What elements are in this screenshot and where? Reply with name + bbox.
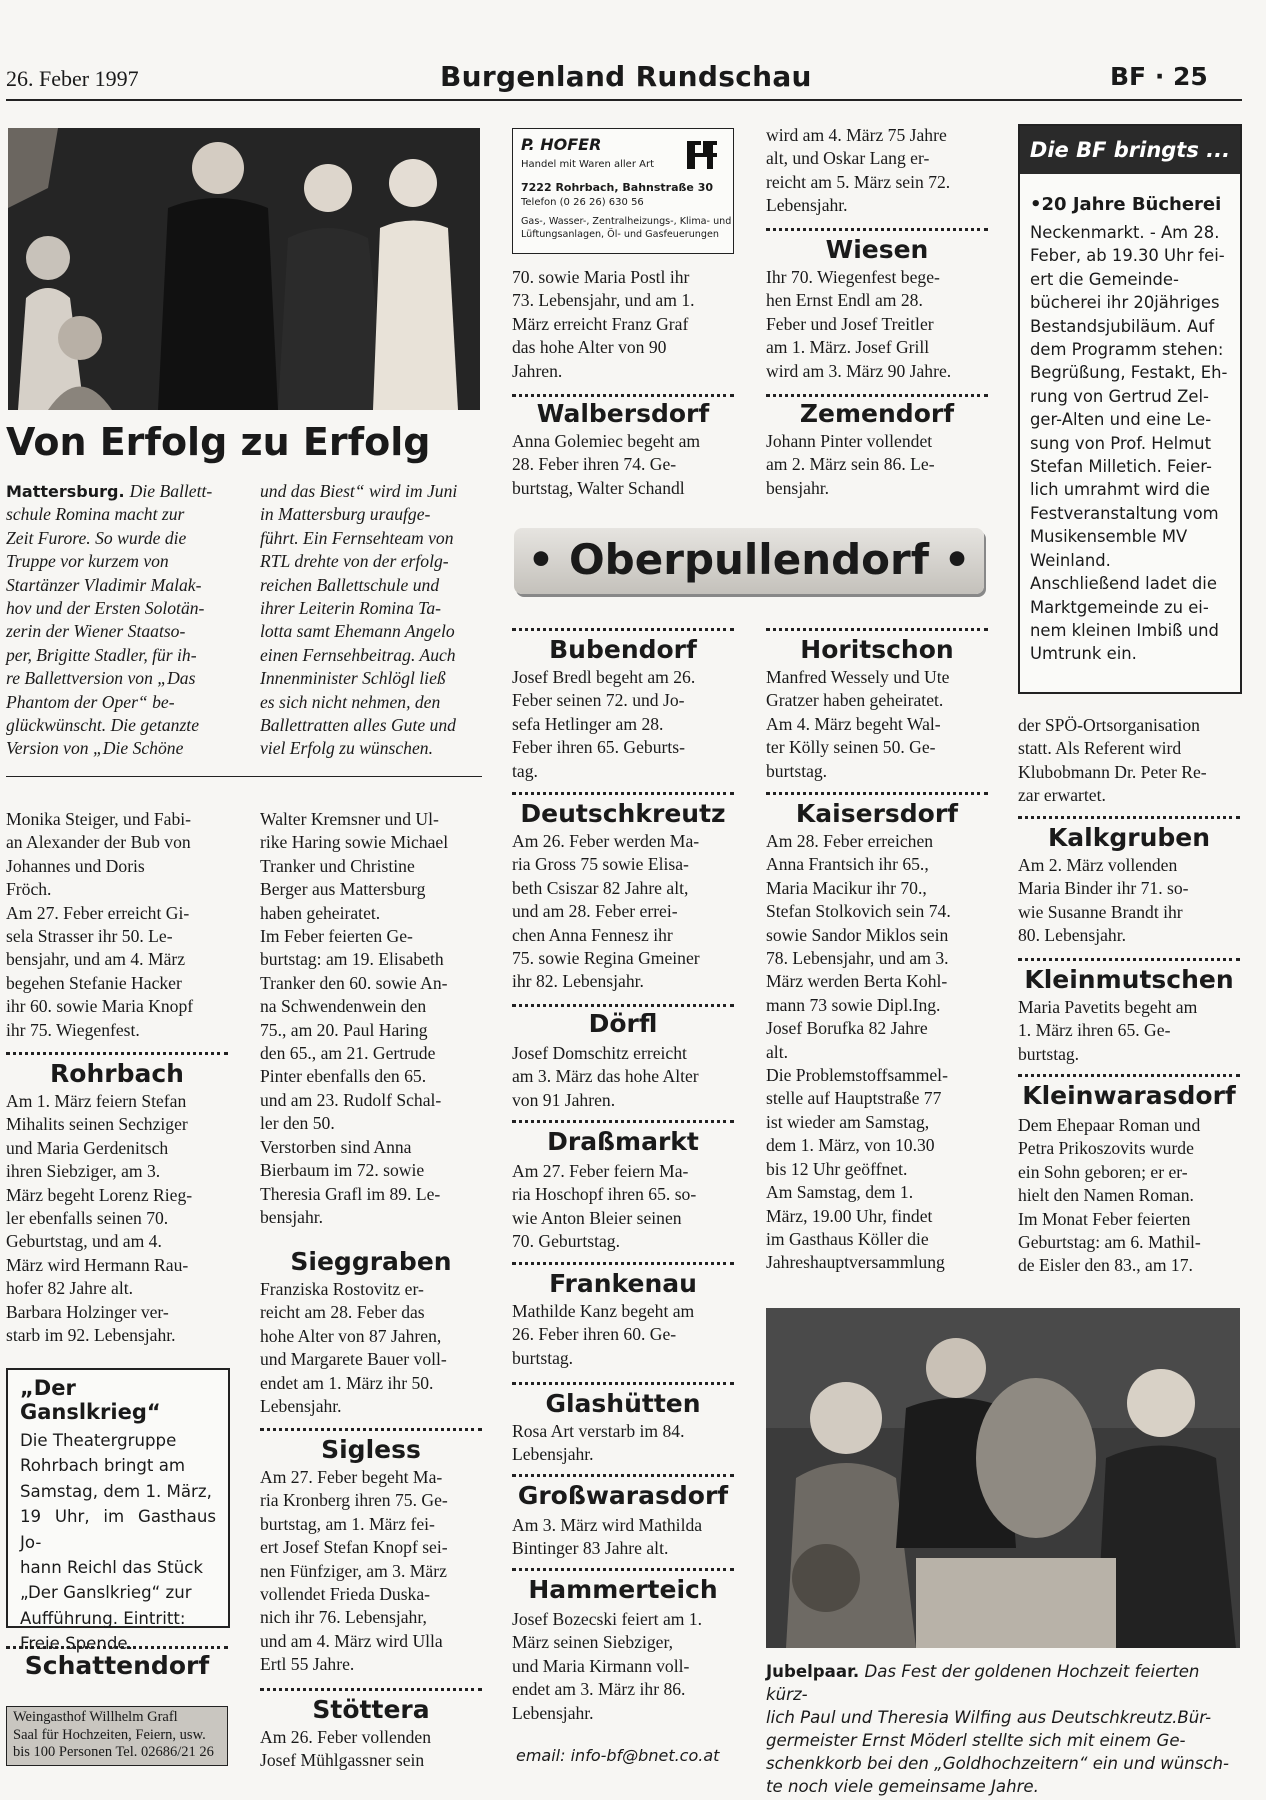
col2-text-d: Am 26. Feber vollenden Josef Mühlgassner sein: [260, 1727, 432, 1771]
divider: [260, 1688, 482, 1691]
heading-walbersdorf: Walbersdorf: [536, 399, 710, 428]
col3-text-e: Josef Domschitz erreicht am 3. März das hohe Alter von 91 Jahren.: [512, 1043, 699, 1110]
jubelpaar-photo: [766, 1308, 1240, 1648]
ganslkrieg-text: Die Theatergruppe Rohrbach bringt am Samstag, dem 1. März, 19 Uhr, im Gasthaus Jo- hann Reichl das Stück „Der Ganslkrieg“ zur Aufführung. Eintritt: Freie Spende.: [20, 1431, 216, 1654]
hofer-line2: 7222 Rohrbach, Bahnstraße 30: [521, 181, 714, 194]
divider: [512, 1474, 734, 1477]
col3-text-f: Am 27. Feber feiern Ma- ria Hoschopf ihren 65. so- wie Anton Bleier seinen 70. Geburtstag.: [512, 1161, 697, 1252]
ganslkrieg-title: „Der Ganslkrieg“: [20, 1376, 161, 1424]
divider: [6, 1052, 228, 1055]
lead-place: Mattersburg.: [6, 482, 125, 501]
col2-text-b: Franziska Rostovitz er- reicht am 28. Feber das hohe Alter von 87 Jahren, und Margarete Bauer voll- endet am 1. März ihr 50. Lebensjahr.: [260, 1279, 447, 1417]
lead-text-col1: [6, 480, 228, 761]
divider: [512, 394, 734, 397]
col4-text-c: Johann Pinter vollendet am 2. März sein 86. Le- bensjahr.: [766, 431, 935, 498]
header-rule: [6, 99, 1242, 101]
heading-sieggraben: Sieggraben: [290, 1247, 452, 1276]
col5-text-a: der SPÖ-Ortsorganisation statt. Als Referent wird Klubobmann Dr. Peter Re- zar erwartet.: [1018, 715, 1207, 806]
col3-text-g: Mathilde Kanz begeht am 26. Feber ihren 60. Ge- burtstag.: [512, 1301, 695, 1368]
col3-text-i: Am 3. März wird Mathilda Bintinger 83 Jahre alt.: [512, 1515, 703, 1559]
heading-hammerteich: Hammerteich: [528, 1575, 718, 1604]
lead-body-2: und das Biest“ wird im Juni in Mattersburg uraufge- führt. Ein Fernsehteam von RTL drehte von der erfolg- reichen Ballettschule und ihrer Leiterin Romina Ta- lotta samt Ehemann Angelo einen Fernsehbeitrag. Auch Innenminister Schlögl ließ es sich nicht nehmen, den Ballettratten alles Gute und viel Erfolg zu wünschen.: [260, 481, 458, 759]
col3-text-c: Josef Bredl begeht am 26. Feber seinen 72. und Jo- sefa Hetlinger am 28. Feber ihren 65. Geburts- tag.: [512, 667, 696, 781]
caption-lead: Jubelpaar.: [766, 1662, 860, 1681]
divider: [766, 628, 988, 631]
divider: [512, 1262, 734, 1265]
banner-text: • Oberpullendorf •: [527, 535, 971, 584]
divider: [766, 228, 988, 231]
heading-grosswarasdorf: Großwarasdorf: [517, 1481, 729, 1510]
col4-text-e: Am 28. Feber erreichen Anna Frantsich ihr 65., Maria Macikur ihr 70., Stefan Stolkovich sein 74. sowie Sandor Miklos sein 78. Lebensjahr, und am 3. März werden Berta Kohl- mann 73 sowie Dipl.Ing. Josef Borufka 82 Jahre alt. Die Problemstoffsammel- stelle auf Hauptstraße 77 ist wieder am Samstag, dem 1. März, von 10.30 bis 12 Uhr geöffnet. Am Samstag, dem 1. März, 19.00 Uhr, findet im Gasthaus Köller die Jahreshauptversammlung: [766, 831, 951, 1273]
divider: [512, 1382, 734, 1385]
col3-text-a: 70. sowie Maria Postl ihr 73. Lebensjahr, und am 1. März erreicht Franz Graf das hohe Alter von 90 Jahren.: [512, 267, 695, 381]
divider: [766, 394, 988, 397]
hofer-ad: [512, 128, 734, 254]
oberpullendorf-banner: [514, 528, 984, 594]
heading-deutschkreutz: Deutschkreutz: [520, 799, 726, 828]
heading-wiesen: Wiesen: [825, 235, 929, 264]
jubelpaar-caption: [766, 1660, 1240, 1798]
divider: [1018, 958, 1240, 961]
heading-rohrbach: Rohrbach: [50, 1059, 184, 1088]
divider: [512, 628, 734, 631]
divider: [1018, 1074, 1240, 1077]
heading-drassmarkt: Draßmarkt: [547, 1127, 699, 1156]
divider: [512, 792, 734, 795]
heading-kalkgruben: Kalkgruben: [1047, 823, 1211, 852]
grafl-ad-text: Weingasthof Willhelm Grafl Saal für Hochzeiten, Feiern, usw. bis 100 Personen Tel. 02686/21 26: [13, 1709, 214, 1760]
heading-doerfl: Dörfl: [588, 1009, 658, 1038]
issue-date: 26. Feber 1997: [6, 66, 139, 91]
hofer-line3: Telefon (0 26 26) 630 56: [521, 197, 644, 208]
email-link[interactable]: email: info-bf@bnet.co.at: [516, 1746, 720, 1765]
ballet-photo: [8, 128, 480, 410]
hofer-name: P. HOFER: [521, 135, 602, 154]
ganslkrieg-box: [6, 1368, 230, 1654]
divider: [6, 1646, 228, 1649]
col1-text-a: Monika Steiger, und Fabi- an Alexander der Bub von Johannes und Doris Fröch. Am 27. Feber erreicht Gi- sela Strasser ihr 50. Le- bensjahr, und am 4. März begehen Stefanie Hacker ihr 60. sowie Maria Knopf ihr 75. Wiegenfest.: [6, 809, 194, 1040]
col4-text-a: wird am 4. März 75 Jahre alt, und Oskar Lang er- reicht am 5. März sein 72. Lebensjahr.: [766, 125, 951, 216]
divider: [512, 1004, 734, 1007]
col2-text-a: Walter Kremsner und Ul- rike Haring sowie Michael Tranker und Christine Berger aus Mattersburg haben geheiratet. Im Feber feierten Ge- burtstag: am 19. Elisabeth Tranker den 60. sowie An- na Schwendenwein den 75., am 20. Paul Haring den 65., am 21. Gertrude Pinter ebenfalls den 65. und am 23. Rudolf Schal- ler den 50. Verstorben sind Anna Bierbaum im 72. sowie Theresia Grafl im 89. Le- bensjahr.: [260, 809, 449, 1227]
divider: [1018, 816, 1240, 819]
hofer-line1: Handel mit Waren aller Art: [521, 159, 654, 170]
col5-text-c: Maria Pavetits begeht am 1. März ihren 65. Ge- burtstag.: [1018, 997, 1198, 1064]
heading-kleinmutschen: Kleinmutschen: [1024, 965, 1234, 994]
heading-horitschon: Horitschon: [800, 635, 954, 664]
divider: [260, 1428, 482, 1431]
col3-text-h: Rosa Art verstarb im 84. Lebensjahr.: [512, 1421, 685, 1465]
caption-text: Das Fest der goldenen Hochzeit feierten kürz- lich Paul und Theresia Wilfing aus Deutschkreutz.Bür- germeister Ernst Möderl stellte sich mit einem Ge- schenkkorb bei den „Goldhochzeitern“ ein und wünsch- te noch viele gemeinsame Jahre.: [766, 1662, 1230, 1796]
col3-text-d: Am 26. Feber werden Ma- ria Gross 75 sowie Elisa- beth Csiszar 82 Jahre alt, und am 28. Feber errei- chen Anna Fennesz ihr 75. sowie Regina Gmeiner ihr 82. Lebensjahr.: [512, 831, 700, 992]
bf-bringts-text: Neckenmarkt. - Am 28. Feber, ab 19.30 Uhr fei- ert die Gemeinde- bücherei ihr 20jähriges Bestandsjubiläum. Auf dem Programm stehen: Begrüßung, Festakt, Eh- rung von Gertrud Zel- ger-Alten und eine Le- sung von Prof. Helmut Stefan Milletich. Feier- lich umrahmt wird die Festveranstaltung vom Musikensemble MV Weinland. Anschließend ladet die Marktgemeinde zu ei- nem kleinen Imbiß und Umtrunk ein.: [1030, 223, 1228, 664]
hofer-line4: Gas-, Wasser-, Zentralheizungs-, Klima- und Lüftungsanlagen, Öl- und Gasfeuerungen: [521, 216, 732, 240]
col5-text-d: Dem Ehepaar Roman und Petra Prikoszovits wurde ein Sohn geboren; er er- hielt den Namen Roman. Im Monat Feber feierten Geburtstag: am 6. Mathil- de Eisler den 83., am 17.: [1018, 1115, 1201, 1276]
col1-text-b: Am 1. März feiern Stefan Mihalits seinen Sechziger und Maria Gerdenitsch ihren Siebziger, am 3. März begeht Lorenz Rieg- ler ebenfalls seinen 70. Geburtstag, und am 4. März wird Hermann Rau- hofer 82 Jahre alt. Barbara Holzinger ver- starb im 92. Lebensjahr.: [6, 1091, 193, 1346]
heading-kleinwarasdorf: Kleinwarasdorf: [1022, 1081, 1236, 1110]
col4-text-d: Manfred Wessely und Ute Gratzer haben geheiratet. Am 4. März begeht Wal- ter Kölly seinen 50. Ge- burtstag.: [766, 667, 950, 781]
col5-text-b: Am 2. März vollenden Maria Binder ihr 71. so- wie Susanne Brandt ihr 80. Lebensjahr.: [1018, 855, 1189, 946]
divider: [512, 1120, 734, 1123]
bf-bringts-box: [1018, 124, 1242, 694]
lead-body-1: Die Ballett- schule Romina macht zur Zeit Furore. So wurde die Truppe vor kurzem von Startänzer Vladimir Malak- hov und der Ersten Solotän- zerin der Wiener Staatso- per, Brigitte Stadler, für ih- re Ballettversion von „Das Phantom der Oper“ be- glückwünscht. Die getanzte Version von „Die Schöne: [6, 481, 213, 759]
divider: [512, 1568, 734, 1571]
heading-glashuetten: Glashütten: [545, 1389, 701, 1418]
lead-title: Von Erfolg zu Erfolg: [6, 420, 431, 464]
lead-rule: [6, 776, 482, 777]
divider: [766, 792, 988, 795]
heading-sigless: Sigless: [321, 1435, 421, 1464]
bf-bringts-title: Die BF bringts ...: [1020, 126, 1240, 174]
col3-text-j: Josef Bozecski feiert am 1. März seinen Siebziger, und Maria Kirmann voll- endet am 3. März ihr 86. Lebensjahr.: [512, 1609, 703, 1723]
heading-stoettera: Stöttera: [312, 1695, 430, 1724]
page-number: BF · 25: [1110, 62, 1208, 91]
heading-zemendorf: Zemendorf: [799, 399, 955, 428]
col2-text-c: Am 27. Feber begeht Ma- ria Kronberg ihren 75. Ge- burtstag, am 1. März fei- ert Josef Stefan Knopf sei- nen Fünfziger, am 3. März vollendet Frieda Duska- nich ihr 76. Lebensjahr, und am 4. März wird Ulla Ertl 55 Jahre.: [260, 1467, 448, 1675]
heading-schattendorf: Schattendorf: [24, 1651, 210, 1680]
hofer-logo-icon: [683, 137, 723, 173]
col3-text-b: Anna Golemiec begeht am 28. Feber ihren 74. Ge- burtstag, Walter Schandl: [512, 431, 701, 498]
col4-text-b: Ihr 70. Wiegenfest bege- hen Ernst Endl am 28. Feber und Josef Treitler am 1. März. Josef Grill wird am 3. März 90 Jahre.: [766, 267, 952, 381]
heading-kaisersdorf: Kaisersdorf: [795, 799, 959, 828]
grafl-ad: [6, 1706, 228, 1766]
paper-title: Burgenland Rundschau: [440, 60, 812, 93]
heading-bubendorf: Bubendorf: [549, 635, 697, 664]
heading-frankenau: Frankenau: [549, 1269, 697, 1298]
bf-bringts-head: •20 Jahre Bücherei: [1030, 194, 1222, 215]
